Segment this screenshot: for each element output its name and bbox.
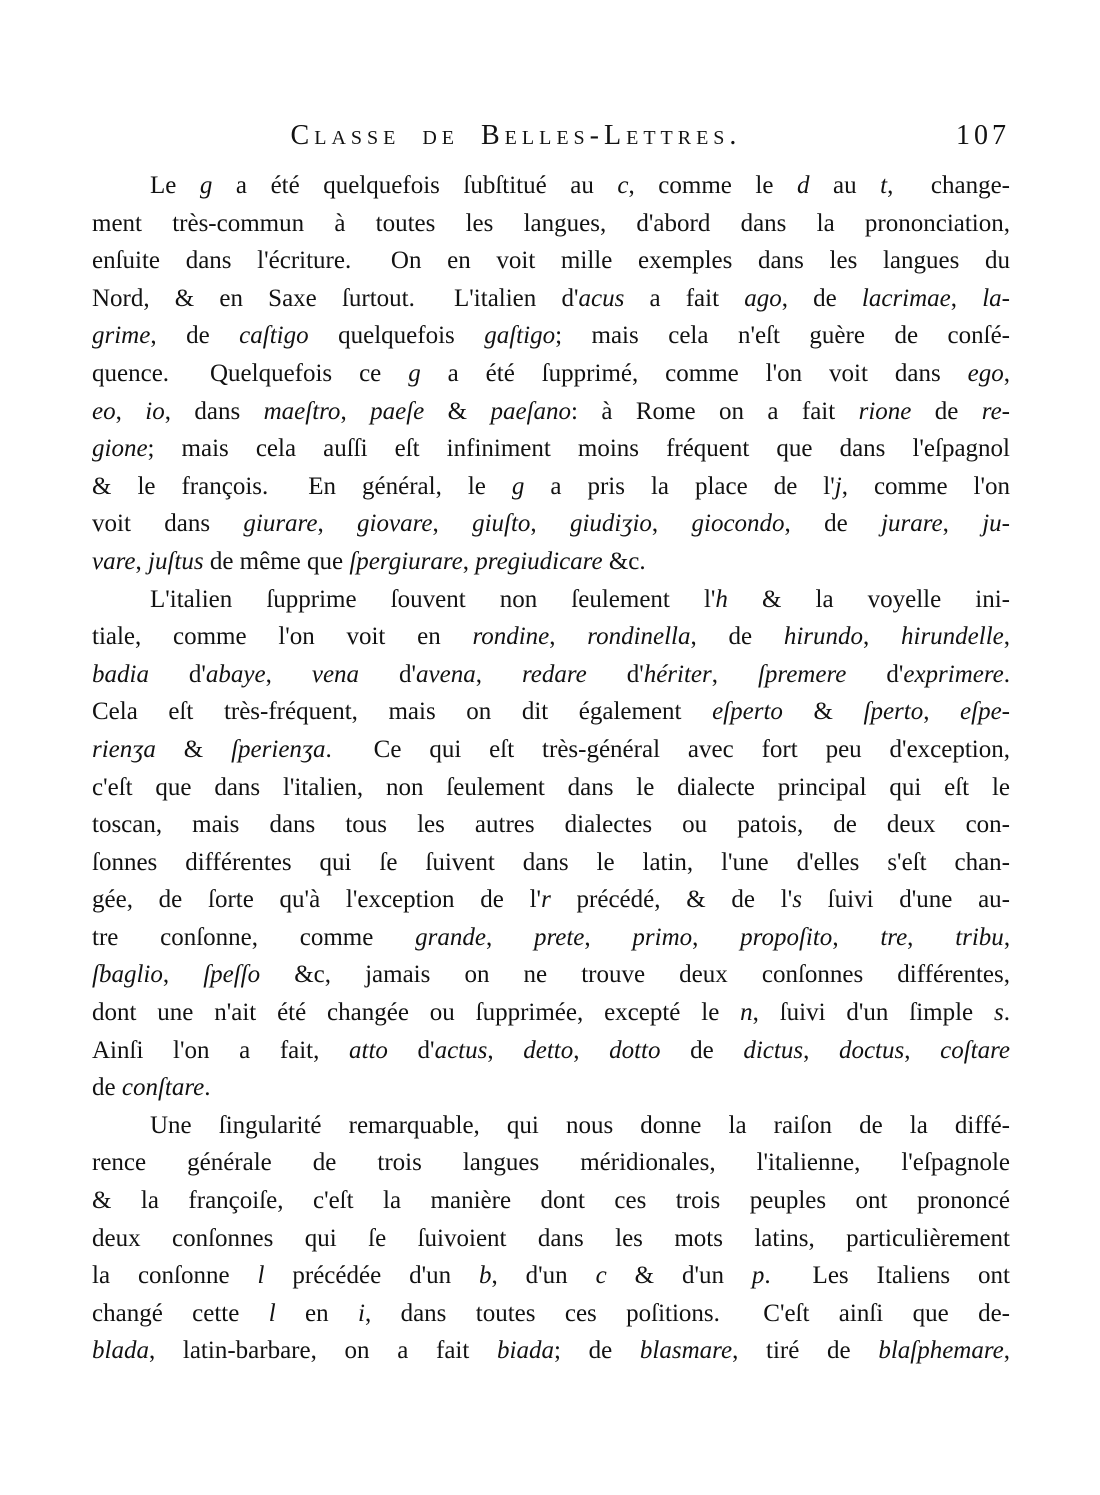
text-run: en xyxy=(275,1299,358,1327)
italic-text-run: j xyxy=(834,472,842,500)
italic-text-run: propoſito xyxy=(740,923,833,951)
text-run: Ce qui eſt très-général avec fort peu d'exception, xyxy=(373,735,1010,763)
text-run: Quelquefois ce xyxy=(209,359,409,387)
text-line xyxy=(92,468,1010,506)
text-run: d' xyxy=(846,660,904,688)
text-run: & xyxy=(424,397,491,425)
italic-text-run: c xyxy=(595,1262,607,1290)
italic-text-run: eſpe- xyxy=(960,698,1011,726)
italic-text-run: s xyxy=(792,886,802,914)
page-number: 107 xyxy=(956,120,1010,151)
text-run: ſuivi d'une au- xyxy=(801,886,1011,914)
text-run: &c. xyxy=(602,547,646,575)
text-run: , xyxy=(317,510,358,538)
text-run: c'eſt que dans l'italien, non ſeulement dans le dialecte principal qui eſt le xyxy=(92,773,1010,801)
text-run: quence. xyxy=(92,359,196,387)
text-run: de même que xyxy=(203,547,350,575)
italic-text-run: giurare xyxy=(243,510,318,538)
italic-text-run: grande xyxy=(415,923,486,951)
text-run: , xyxy=(803,1036,839,1064)
text-run: & le françois. xyxy=(92,472,295,500)
text-line xyxy=(92,317,1010,355)
text-run: , xyxy=(1003,623,1011,651)
text-line xyxy=(92,994,1010,1032)
text-run: changé cette xyxy=(92,1299,269,1327)
text-run: voit dans xyxy=(92,510,244,538)
text-run: , xyxy=(950,284,983,312)
italic-text-run: io xyxy=(145,397,165,425)
text-line xyxy=(92,919,1010,957)
text-run: , de xyxy=(784,510,882,538)
italic-text-run: paeſano xyxy=(490,397,572,425)
text-run: gée, de ſorte qu'à l'exception de l' xyxy=(92,886,542,914)
italic-text-run: doctus xyxy=(838,1036,905,1064)
text-run: , xyxy=(584,923,633,951)
italic-text-run: hirundelle xyxy=(901,623,1004,651)
text-run: & la voyelle ini- xyxy=(727,585,1010,613)
italic-text-run: eſperto xyxy=(712,698,783,726)
text-run: d' xyxy=(586,660,644,688)
text-line xyxy=(92,1332,1010,1370)
italic-text-run: blasmare xyxy=(639,1337,733,1365)
italic-text-run: re- xyxy=(981,397,1011,425)
text-line xyxy=(92,769,1010,807)
italic-text-run: exprimere xyxy=(903,660,1004,688)
text-line xyxy=(92,806,1010,844)
italic-text-run: giovare xyxy=(357,510,433,538)
italic-text-run: coſtare xyxy=(940,1036,1010,1064)
italic-text-run: grime xyxy=(92,322,151,350)
text-run: . xyxy=(204,1074,211,1102)
text-block xyxy=(92,167,1010,1370)
italic-text-run: avena xyxy=(416,660,476,688)
text-run: deux conſonnes qui ſe ſuivoient dans les mots latins, particulièrement xyxy=(92,1224,1010,1252)
text-run: , xyxy=(115,397,146,425)
sentence-gap xyxy=(917,192,931,193)
text-line xyxy=(92,505,1010,543)
text-run: , xyxy=(1003,923,1011,951)
text-run: de xyxy=(660,1036,744,1064)
text-run: , xyxy=(487,1036,524,1064)
text-run: , xyxy=(1003,359,1010,387)
text-run: Cela eſt très-fréquent, mais on dit également xyxy=(92,698,713,726)
text-run: & d'un xyxy=(606,1262,752,1290)
text-run: , xyxy=(651,510,692,538)
italic-text-run: lacrimae xyxy=(861,284,951,312)
text-run: & la françoiſe, c'eſt la manière dont ces trois peuples ont prononcé xyxy=(92,1187,1010,1215)
text-run: rence générale de trois langues méridionales, l'italienne, l'eſpagnole xyxy=(92,1149,1010,1177)
text-run: &c, jamais on ne trouve deux conſonnes différentes, xyxy=(260,961,1010,989)
text-run: , de xyxy=(150,322,240,350)
italic-text-run: g xyxy=(199,172,213,199)
text-run: ſonnes différentes qui ſe ſuivent dans le latin, l'une d'elles s'eſt chan- xyxy=(92,848,1010,876)
text-run: , dans xyxy=(164,397,264,425)
text-run: , d'un xyxy=(491,1262,596,1290)
text-run: , xyxy=(832,923,881,951)
sentence-gap xyxy=(799,1282,813,1283)
italic-text-run: ju- xyxy=(982,510,1010,538)
italic-text-run: ſbaglio xyxy=(92,961,163,989)
italic-text-run: paeſe xyxy=(370,397,425,425)
italic-text-run: h xyxy=(715,585,728,613)
italic-text-run: t xyxy=(880,172,888,199)
italic-text-run: n xyxy=(740,999,753,1027)
text-run: , xyxy=(432,510,473,538)
text-run: dont une n'ait été changée ou ſupprimée, excepté le xyxy=(92,999,741,1027)
italic-text-run: conſtare xyxy=(121,1074,205,1102)
text-run: , de xyxy=(781,284,862,312)
text-run: , xyxy=(162,961,204,989)
text-line xyxy=(92,1220,1010,1258)
italic-text-run: abaye xyxy=(205,660,266,688)
italic-text-run: juſtus xyxy=(148,547,204,575)
text-line xyxy=(92,1107,1010,1145)
italic-text-run: jurare xyxy=(881,510,943,538)
italic-text-run: acus xyxy=(578,284,625,312)
text-run: , ſuivi d'un ſimple xyxy=(752,999,994,1027)
text-line xyxy=(92,355,1010,393)
italic-text-run: prete xyxy=(533,923,585,951)
text-run: L'italien d' xyxy=(454,284,579,312)
italic-text-run: rienʒa xyxy=(92,735,156,763)
text-run: , xyxy=(475,660,522,688)
italic-text-run: atto xyxy=(349,1036,388,1064)
text-run: Le xyxy=(150,172,200,199)
text-run: a fait xyxy=(624,284,745,312)
italic-text-run: g xyxy=(408,359,421,387)
text-run: & xyxy=(782,698,864,726)
italic-text-run: r xyxy=(541,886,551,914)
text-run: ; mais cela auſſi eſt infiniment moins fréquent que dans l'eſpagnol xyxy=(147,435,1010,463)
text-run: a pris la place de l' xyxy=(524,472,835,500)
text-run: En général, le xyxy=(308,472,512,500)
text-run: d' xyxy=(387,1036,435,1064)
text-run: , xyxy=(904,1036,941,1064)
text-run: , xyxy=(265,660,312,688)
text-run: précédée d'un xyxy=(264,1262,479,1290)
text-run: , tiré de xyxy=(732,1337,879,1365)
text-run: d' xyxy=(359,660,417,688)
text-line xyxy=(92,393,1010,431)
italic-text-run: b xyxy=(479,1262,492,1290)
italic-text-run: l xyxy=(268,1299,276,1327)
italic-text-run: gione xyxy=(92,435,148,463)
italic-text-run: badia xyxy=(92,660,149,688)
text-line xyxy=(92,656,1010,694)
italic-text-run: actus xyxy=(434,1036,488,1064)
italic-text-run: maeſtro xyxy=(263,397,341,425)
sentence-gap xyxy=(196,380,210,381)
italic-text-run: ſpergiurare xyxy=(349,547,463,575)
italic-text-run: d xyxy=(796,172,810,199)
italic-text-run: tribu xyxy=(955,923,1004,951)
italic-text-run: blaſphemare xyxy=(878,1337,1004,1365)
text-line xyxy=(92,1182,1010,1220)
text-run: , xyxy=(340,397,371,425)
text-line xyxy=(92,581,1010,619)
text-run: Ainſi l'on a fait, xyxy=(92,1036,350,1064)
italic-text-run: gaſtigo xyxy=(484,322,556,350)
text-run: tre conſonne, comme xyxy=(92,923,416,951)
italic-text-run: rione xyxy=(858,397,912,425)
italic-text-run: rondinella xyxy=(587,623,691,651)
text-run: ; de xyxy=(553,1337,640,1365)
text-line xyxy=(92,1032,1010,1070)
italic-text-run: redare xyxy=(521,660,587,688)
italic-text-run: hirundo xyxy=(783,623,864,651)
text-run: toscan, mais dans tous les autres dialectes ou patois, de deux con- xyxy=(92,811,1010,839)
text-line xyxy=(92,543,1010,581)
text-line xyxy=(92,205,1010,243)
text-line xyxy=(92,1295,1010,1333)
italic-text-run: blada xyxy=(92,1337,149,1365)
text-run: , xyxy=(573,1036,610,1064)
text-run: . xyxy=(764,1262,799,1290)
text-line xyxy=(92,242,1010,280)
text-run: tiale, comme l'on voit en xyxy=(92,623,473,651)
italic-text-run: la- xyxy=(982,284,1010,312)
text-run: : à Rome on a fait xyxy=(571,397,859,425)
text-run: la conſonne xyxy=(92,1262,258,1290)
italic-text-run: dictus xyxy=(743,1036,804,1064)
text-run: de xyxy=(92,1074,122,1102)
italic-text-run: ſpremere xyxy=(757,660,847,688)
text-run: , dans toutes ces poſitions. xyxy=(364,1299,750,1327)
italic-text-run: biada xyxy=(497,1337,554,1365)
text-run: , xyxy=(1003,1337,1011,1365)
italic-text-run: g xyxy=(511,472,525,500)
page-header xyxy=(92,120,1010,160)
text-run: , xyxy=(485,923,534,951)
text-run: précédé, & de l' xyxy=(550,886,793,914)
text-line xyxy=(92,693,1010,731)
italic-text-run: i xyxy=(358,1299,365,1327)
text-run: . xyxy=(1003,999,1010,1027)
italic-text-run: hériter xyxy=(643,660,712,688)
text-line xyxy=(92,844,1010,882)
text-run: Les Italiens ont xyxy=(812,1262,1010,1290)
text-run: ment très-commun à toutes les langues, d'abord dans la prononciation, xyxy=(92,209,1010,237)
italic-text-run: caſtigo xyxy=(239,322,309,350)
text-run: . xyxy=(1003,660,1011,688)
text-run: , xyxy=(923,698,961,726)
text-line xyxy=(92,956,1010,994)
text-line xyxy=(92,430,1010,468)
italic-text-run: giuſto xyxy=(472,510,531,538)
italic-text-run: ſperienʒa xyxy=(231,735,326,763)
text-line xyxy=(92,1069,1010,1107)
italic-text-run: detto xyxy=(523,1036,574,1064)
sentence-gap xyxy=(440,305,454,306)
italic-text-run: primo xyxy=(632,923,693,951)
text-line xyxy=(92,1144,1010,1182)
text-run: L'italien ſupprime ſouvent non ſeulement l' xyxy=(150,585,716,613)
text-run: . xyxy=(325,735,360,763)
sentence-gap xyxy=(749,1320,763,1321)
text-run: Une ſingularité remarquable, qui nous donne la raiſon de la diffé- xyxy=(150,1111,1010,1139)
text-run: , xyxy=(549,623,588,651)
text-run: C'eſt ainſi que de- xyxy=(763,1299,1010,1327)
text-line xyxy=(92,618,1010,656)
text-run: change- xyxy=(930,172,1010,199)
italic-text-run: giocondo xyxy=(691,510,785,538)
text-run: , xyxy=(907,923,956,951)
sentence-gap xyxy=(360,756,374,757)
text-run: quelquefois xyxy=(308,322,485,350)
text-line xyxy=(92,1257,1010,1295)
italic-text-run: ago xyxy=(744,284,782,312)
text-run: , xyxy=(462,547,476,575)
italic-text-run: tre xyxy=(880,923,908,951)
text-run: , de xyxy=(690,623,784,651)
italic-text-run: pregiudicare xyxy=(475,547,603,575)
text-run: a été quelquefois ſubſtitué au xyxy=(212,172,618,199)
text-run: , latin-barbare, on a fait xyxy=(148,1337,498,1365)
text-run: , xyxy=(530,510,570,538)
sentence-gap xyxy=(294,493,308,494)
text-run: ; mais cela n'eſt guère de conſé- xyxy=(555,322,1010,350)
italic-text-run: s xyxy=(994,999,1004,1027)
text-run: , xyxy=(692,923,741,951)
text-run: Nord, & en Saxe ſurtout. xyxy=(92,284,441,312)
text-run: , xyxy=(887,172,917,199)
text-run: d' xyxy=(148,660,206,688)
text-line xyxy=(92,731,1010,769)
text-run: , xyxy=(942,510,983,538)
text-run: enſuite dans l'écriture. xyxy=(92,247,377,275)
text-run: a été ſupprimé, comme l'on voit dans xyxy=(420,359,968,387)
italic-text-run: l xyxy=(257,1262,265,1290)
italic-text-run: giudiʒio xyxy=(569,510,652,538)
italic-text-run: ego xyxy=(967,359,1004,387)
text-run: , xyxy=(135,547,148,575)
text-run: & xyxy=(155,735,232,763)
text-line xyxy=(92,881,1010,919)
italic-text-run: rondine xyxy=(472,623,550,651)
text-run: , comme le xyxy=(628,172,797,199)
italic-text-run: c xyxy=(617,172,629,199)
text-run: au xyxy=(809,172,881,199)
text-line xyxy=(92,280,1010,318)
sentence-gap xyxy=(377,267,391,268)
text-run: de xyxy=(911,397,982,425)
italic-text-run: eo xyxy=(92,397,116,425)
text-run: On en voit mille exemples dans les langues du xyxy=(390,247,1011,275)
text-run: , xyxy=(711,660,758,688)
italic-text-run: ſpeſſo xyxy=(203,961,261,989)
italic-text-run: ſperto xyxy=(863,698,924,726)
italic-text-run: vare xyxy=(92,547,136,575)
italic-text-run: dotto xyxy=(609,1036,661,1064)
text-line xyxy=(92,167,1010,205)
text-run: , xyxy=(863,623,901,651)
italic-text-run: vena xyxy=(311,660,360,688)
text-run: , comme l'on xyxy=(841,472,1010,500)
running-title: Classe de Belles-Lettres. xyxy=(290,120,742,151)
italic-text-run: p xyxy=(751,1262,765,1290)
